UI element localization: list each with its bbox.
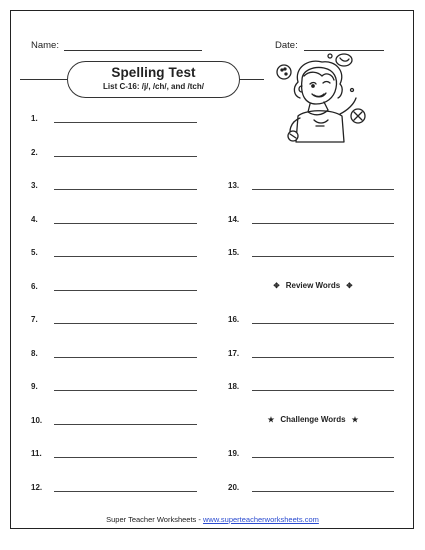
- answer-line[interactable]: [252, 390, 394, 391]
- heading-symbol-right: ★: [351, 414, 359, 424]
- answer-line[interactable]: [54, 323, 197, 324]
- answer-line[interactable]: [252, 189, 394, 190]
- row-number: 16.: [228, 315, 240, 324]
- title-banner: [67, 61, 240, 98]
- row-number: 4.: [31, 214, 38, 224]
- section-heading: [230, 281, 396, 291]
- answer-line[interactable]: [54, 290, 197, 291]
- answer-line[interactable]: [252, 256, 394, 257]
- title-rule-left: [20, 79, 67, 80]
- answer-line[interactable]: [54, 256, 197, 257]
- page-title: Spelling Test: [111, 65, 196, 80]
- row-number: 18.: [228, 382, 240, 391]
- row-number: 12.: [31, 482, 43, 492]
- row-number: 3.: [31, 181, 38, 190]
- answer-line[interactable]: [54, 156, 197, 157]
- row-number: 1.: [31, 114, 38, 123]
- answer-line[interactable]: [252, 223, 394, 224]
- heading-symbol-right: ✥: [346, 280, 353, 290]
- heading-symbol-left: ✥: [273, 280, 280, 290]
- row-number: 9.: [31, 382, 38, 391]
- footer: [0, 515, 425, 524]
- footer-prefix: Super Teacher Worksheets -: [106, 515, 203, 524]
- name-label: Name:: [31, 40, 59, 51]
- title-rule-right: [240, 79, 264, 80]
- row-number: 6.: [31, 281, 38, 291]
- girl-juggling-icon: [268, 50, 372, 154]
- answer-line[interactable]: [54, 457, 197, 458]
- answer-line[interactable]: [252, 357, 394, 358]
- row-number: 17.: [228, 348, 240, 358]
- footer-link[interactable]: www.superteacherworksheets.com: [202, 515, 319, 524]
- row-number: 2.: [31, 147, 38, 157]
- row-number: 20.: [228, 482, 240, 492]
- row-number: 11.: [31, 449, 42, 458]
- row-number: 7.: [31, 315, 38, 324]
- answer-line[interactable]: [54, 357, 197, 358]
- row-number: 19.: [228, 449, 240, 458]
- answer-line[interactable]: [54, 122, 197, 123]
- name-field[interactable]: [64, 50, 202, 51]
- row-number: 15.: [228, 248, 240, 257]
- answer-line[interactable]: [54, 491, 197, 492]
- heading-label: Challenge Words: [280, 414, 346, 424]
- page-subtitle: List C-16: /j/, /ch/, and /tch/: [103, 82, 204, 91]
- answer-line[interactable]: [54, 390, 197, 391]
- row-number: 14.: [228, 214, 240, 224]
- row-number: 10.: [31, 415, 43, 425]
- answer-line[interactable]: [54, 189, 197, 190]
- date-label: Date:: [275, 40, 298, 51]
- row-number: 8.: [31, 348, 38, 358]
- row-number: 13.: [228, 181, 240, 190]
- heading-label: Review Words: [285, 280, 341, 290]
- heading-symbol-left: ★: [267, 414, 275, 424]
- answer-line[interactable]: [54, 424, 197, 425]
- answer-line[interactable]: [252, 323, 394, 324]
- row-number: 5.: [31, 248, 38, 257]
- section-heading: [230, 415, 396, 425]
- answer-line[interactable]: [54, 223, 197, 224]
- answer-line[interactable]: [252, 491, 394, 492]
- answer-line[interactable]: [252, 457, 394, 458]
